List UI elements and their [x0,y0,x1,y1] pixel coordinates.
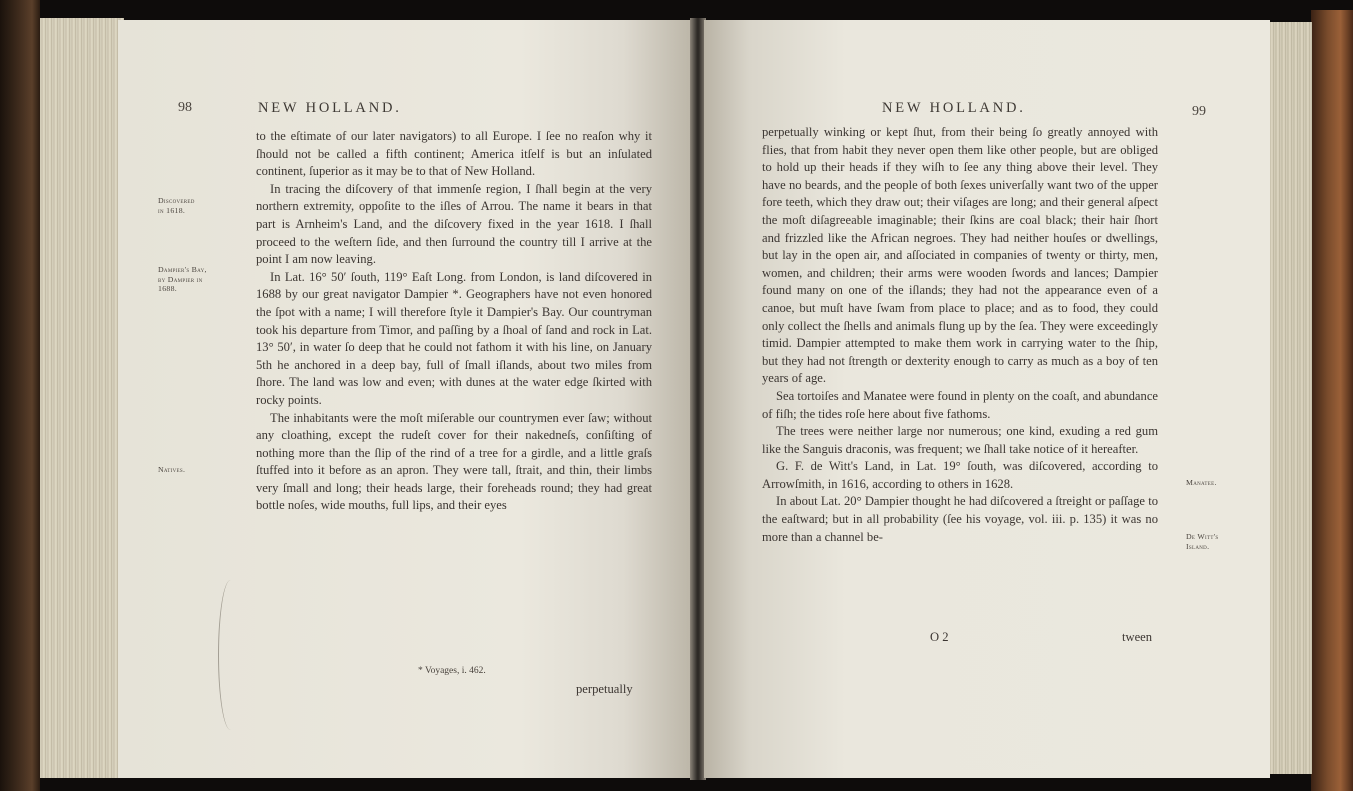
running-head: NEW HOLLAND. [882,100,1026,116]
paragraph: The trees were neither large nor numerous; one kind, exuding a red gum like the Sanguis draconis, was frequent; we ſhall take notice of it hereafter. [762,424,1158,456]
paragraph: In tracing the diſcovery of that immenſe region, I ſhall begin at the very northern extremity, oppoſite to the iſles of Arrou. The name it bears in that part is Arnheim's Land, and the diſcovery fixed in the year 1618. I ſhall proceed to the weſtern ſide, and then ſurround the country till I arrive at the point I am now leaving. [256,181,652,267]
margin-note-manatee: Manatee. [1186,478,1217,487]
page-number: 99 [1192,104,1206,119]
running-head: NEW HOLLAND. [258,100,402,116]
page-edges-right [1268,22,1312,774]
book-cover-right [1311,10,1353,791]
book-cover-left [0,0,40,791]
margin-note-dampiers-bay: Dampier's Bay, by Dampier in 1688. [158,265,207,293]
paragraph: G. F. de Witt's Land, in Lat. 19° ſouth, was diſcovered, according to Arrowſmith, in 1616, according to others in 1628. [762,459,1158,491]
right-page [704,20,1270,778]
signature-mark: O 2 [930,630,949,644]
margin-note-de-witts-island: De Witt's Island. [1186,532,1219,551]
paragraph: The inhabitants were the moſt miſerable our countrymen ever ſaw; without any cloathing, except the rudeſt cover for their nakedneſs, conſiſting of nothing more than the ſlip of the rind of a tree for a girdle, and a little graſs ſtuffed into it before as an apron. They were tall, ſtrait, and thin, their limbs very ſmall and long; their heads large, their foreheads round; they had great bottle noſes, wide mouths, full lips, and their eyes [256,410,652,513]
ink-stroke [218,580,243,730]
paragraph: In Lat. 16° 50′ ſouth, 119° Eaſt Long. from London, is land diſcovered in 1688 by our great navigator Dampier *. Geographers have not even honored the ſpot with a name; I will therefore ſtyle it Dampier's Bay. Our countryman took his departure from Timor, and paſſing by a ſhoal of ſand and rock in Lat. 13° 50′, in water ſo deep that he could not fathom it with his line, on January 5th he anchored in a deep bay, full of ſmall iſlands, about two miles from ſhore. The land was low and even; with dunes at the water edge ſkirted with rocky points. [256,269,652,407]
paragraph: to the eſtimate of our later navigators) to all Europe. I ſee no reaſon why it ſhould not be called a fifth continent; America itſelf is but an inſulated continent, ſuperior as it may be to that of New Holland. [256,129,652,179]
left-page [118,20,692,778]
catchword: perpetually [576,682,633,696]
catchword: tween [1122,630,1153,644]
body-text [762,124,1158,546]
margin-note-natives: Natives. [158,465,186,474]
paragraph: Sea tortoiſes and Manatee were found in plenty on the coaſt, and abundance of fiſh; the tides roſe here about five fathoms. [762,388,1158,421]
body-text [256,128,652,515]
paragraph: In about Lat. 20° Dampier thought he had diſcovered a ſtreight or paſſage to the eaſtward; but in all probability (ſee his voyage, vol. iii. p. 135) it was no more than a channel be- [762,494,1158,544]
page-number: 98 [178,100,192,115]
footnote: * Voyages, i. 462. [418,666,486,676]
margin-note-discovered: Discovered in 1618. [158,196,195,215]
paragraph: perpetually winking or kept ſhut, from their being ſo greatly annoyed with flies, that from habit they never open them like other people, but are obliged to hold up their heads if they wiſh to ſee any thing above their level. They have no beards, and the people of both ſexes univerſally want two of the upper fore teeth, which they draw out; their viſages are long; and their general aſpect the moſt diſagreeable imaginable; their ſkins are coal black; their hair ſhort and frizzled like the African negroes. They had neither houſes or dwellings, but lay in the open air, and aſſociated in companies of twenty or thirty, men, women, and children; their arms were wooden ſwords and lances; Dampier found many on one of the iſlands; they had not the appearance even of a canoe, but muſt have ſwam from place to place; and as to food, they could only collect the ſhells and animals flung up by the ſea. They were exceedingly timid. Dampier attempted to make them work in carrying water to the ſhip, but they had not ſtrength or dexterity enough to carry as much as a boy of ten years of age. [762,125,1158,386]
page-edges-left [40,18,124,778]
